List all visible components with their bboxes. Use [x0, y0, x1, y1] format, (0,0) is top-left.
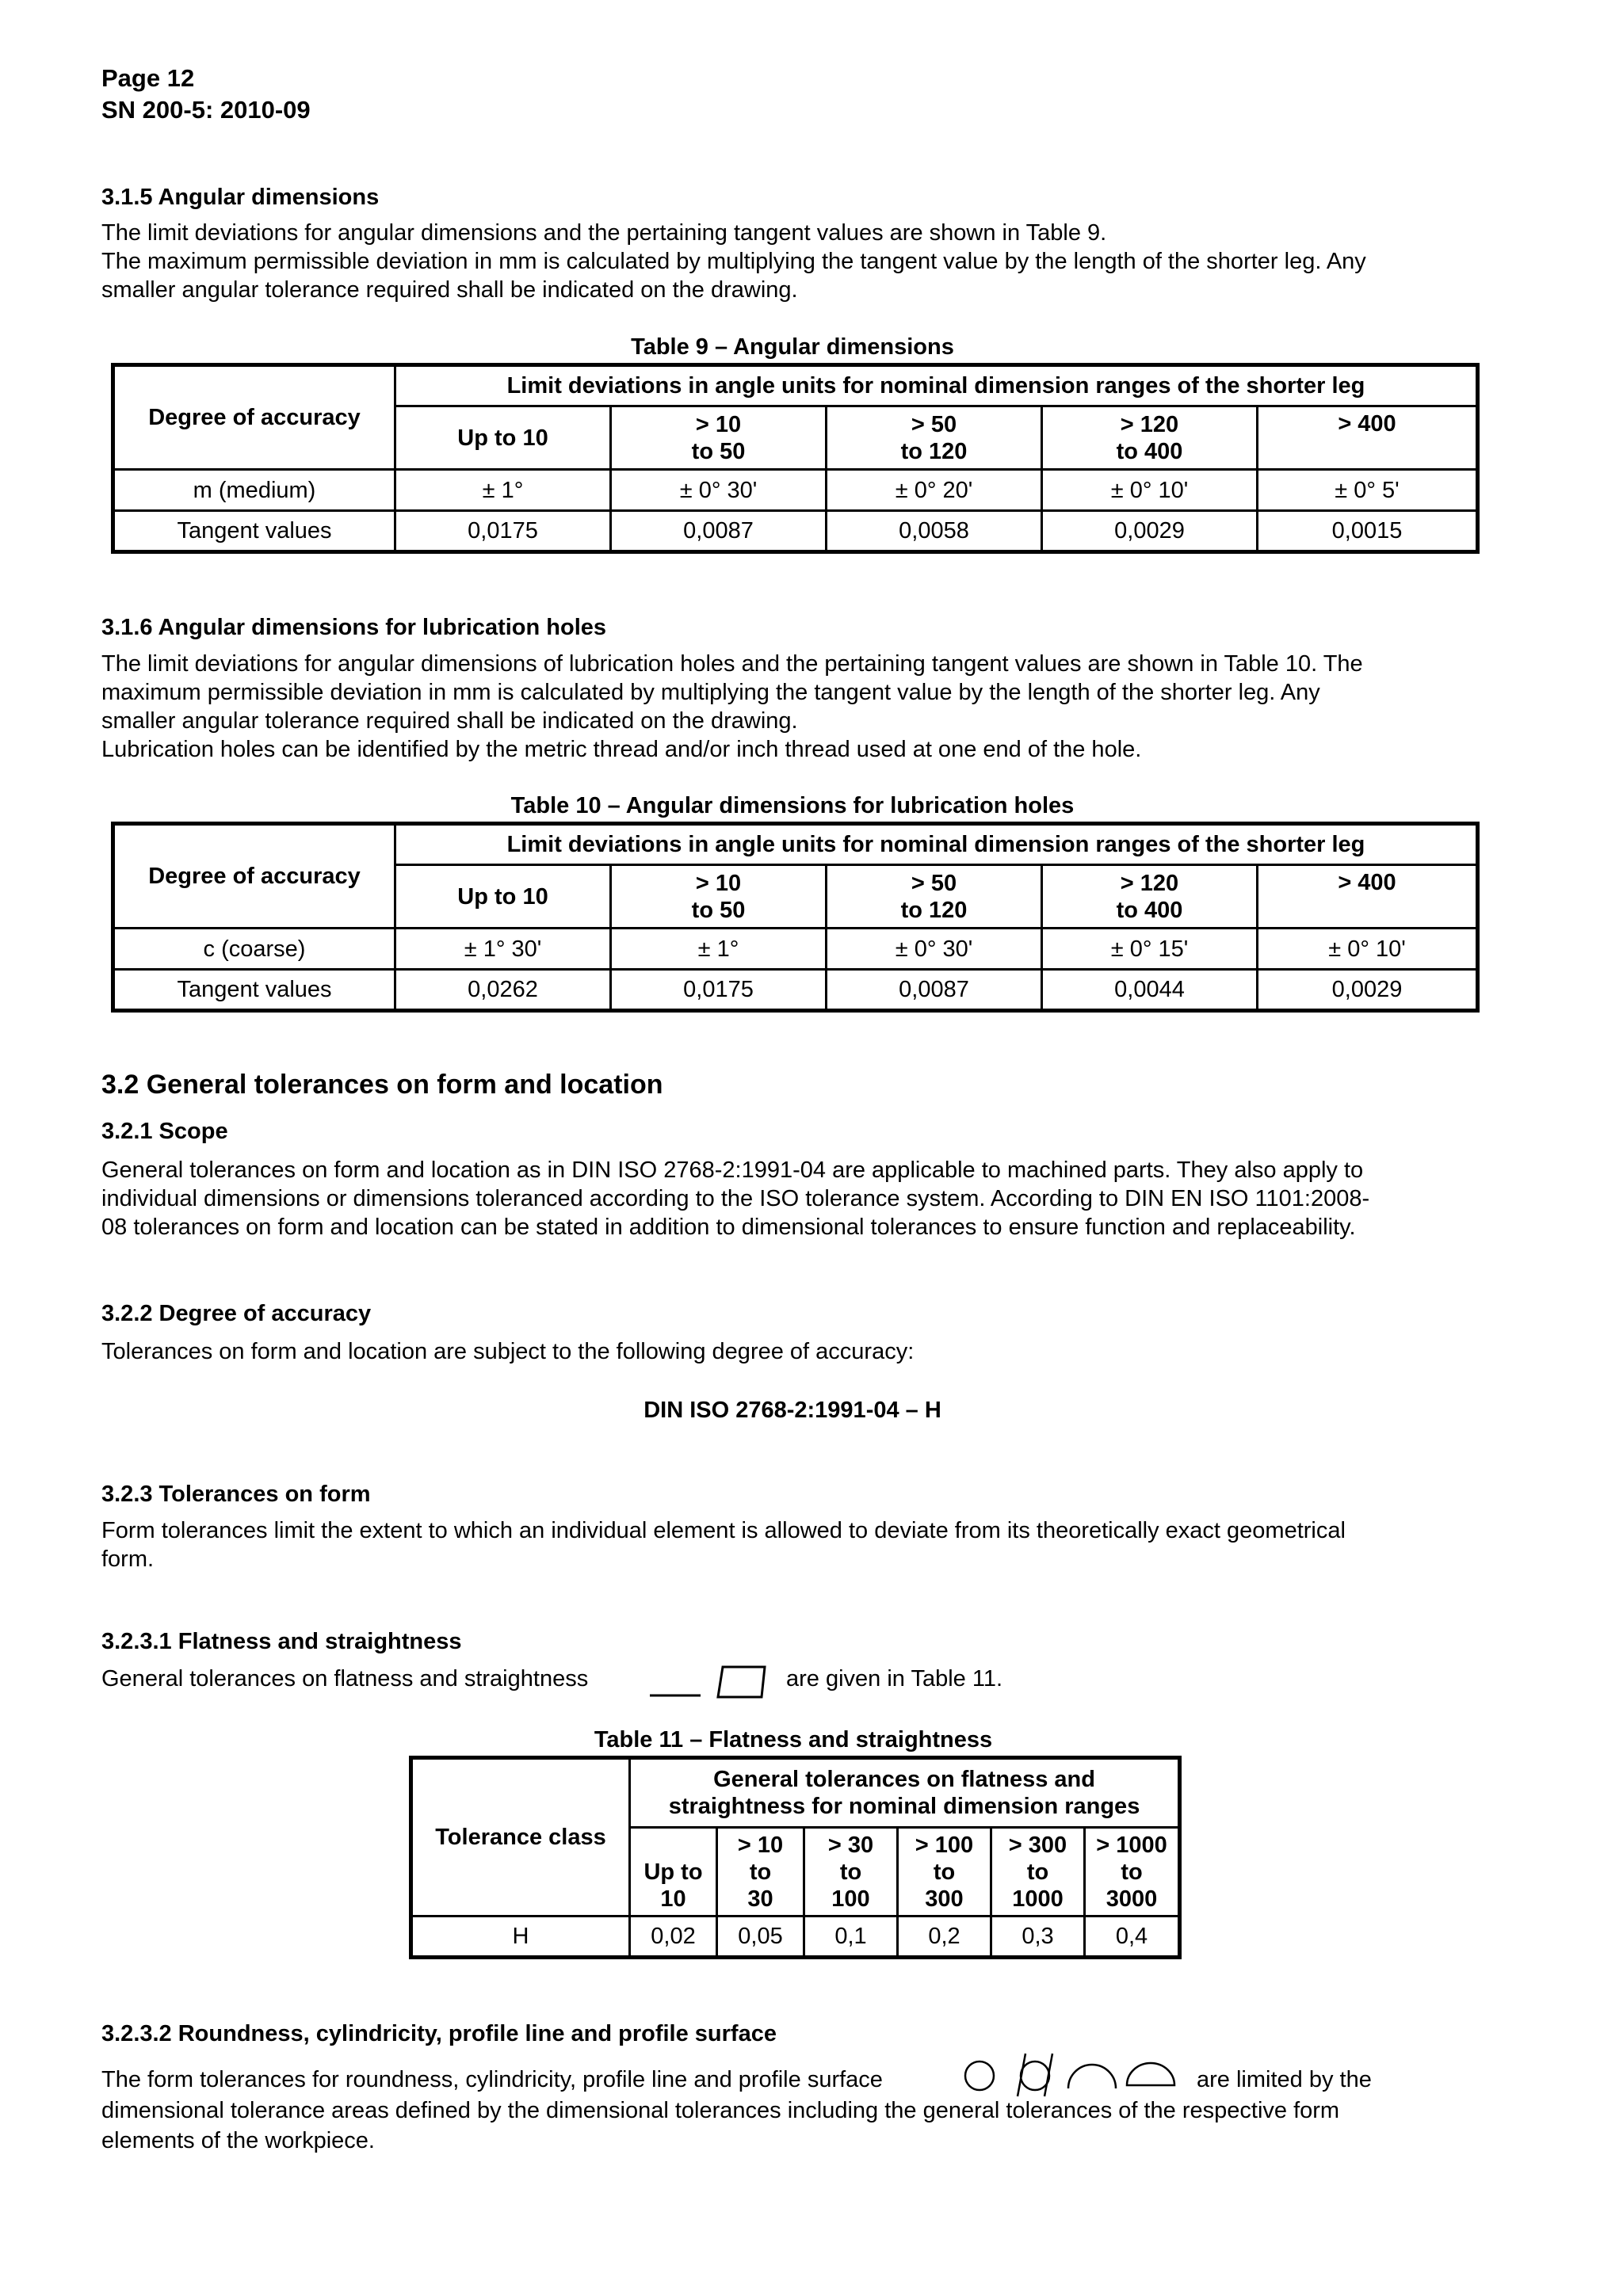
s3232-line-2: elements of the workpiece. [101, 2128, 375, 2153]
table-cell: 0,0087 [611, 511, 827, 552]
section-3-2-2-heading: 3.2.2 Degree of accuracy [101, 1301, 372, 1326]
s322-text: Tolerances on form and location are subject to the following degree of accuracy: [101, 1339, 915, 1364]
table-cell: 0,1 [804, 1917, 898, 1958]
table-cell: 0,05 [717, 1917, 804, 1958]
table-10-col-degree: Degree of accuracy [113, 824, 395, 929]
table-row [113, 929, 1478, 970]
s321-line-3: 08 tolerances on form and location can be stated in addition to dimensional tolerances to ensure function and replaceability. [101, 1215, 1356, 1240]
flatness-icon [718, 1667, 765, 1697]
table-cell: 0,0175 [395, 511, 611, 552]
table-cell: 0,0029 [1258, 970, 1478, 1011]
section-3-2-heading: 3.2 General tolerances on form and location [101, 1070, 663, 1100]
s3232-text-a: The form tolerances for roundness, cylindricity, profile line and profile surface [101, 2067, 883, 2092]
table-11-caption: Table 11 – Flatness and straightness [594, 1727, 993, 1753]
table-cell: 0,0015 [1258, 511, 1478, 552]
table-10-group-header: Limit deviations in angle units for nominal dimension ranges of the shorter leg [395, 824, 1478, 865]
section-3-2-1-heading: 3.2.1 Scope [101, 1119, 228, 1144]
table-cell: 0,0175 [611, 970, 827, 1011]
table-9-caption: Table 9 – Angular dimensions [631, 334, 954, 360]
table-cell: ± 1° 30' [395, 929, 611, 970]
s315-line-1: The limit deviations for angular dimensions and the pertaining tangent values are shown in Table 9. [101, 220, 1107, 246]
table-cell: ± 0° 30' [827, 929, 1042, 970]
s316-line-1: The limit deviations for angular dimensions of lubrication holes and the pertaining tangent values are shown in Table 10. The [101, 651, 1363, 677]
form-tolerance-icons [962, 2050, 1184, 2098]
table-cell: ± 0° 20' [827, 470, 1042, 511]
section-3-1-5-heading: 3.1.5 Angular dimensions [101, 185, 380, 210]
table-11-range-4: > 100 to 300 [898, 1828, 991, 1917]
table-cell: c (coarse) [113, 929, 395, 970]
table-cell: Tangent values [113, 511, 395, 552]
table-row [411, 1917, 1180, 1958]
table-cell: 0,4 [1085, 1917, 1180, 1958]
cylindricity-icon [1018, 2054, 1052, 2096]
table-9-group-header: Limit deviations in angle units for nominal dimension ranges of the shorter leg [395, 365, 1478, 406]
s315-line-2: The maximum permissible deviation in mm is calculated by multiplying the tangent value by the length of the shorter leg. Any [101, 249, 1366, 274]
s321-line-1: General tolerances on form and location as in DIN ISO 2768-2:1991-04 are applicable to machined parts. They also apply to [101, 1158, 1364, 1183]
section-3-1-6-heading: 3.1.6 Angular dimensions for lubrication holes [101, 615, 607, 640]
table-11-group-header: General tolerances on flatness and straightness for nominal dimension ranges [630, 1758, 1180, 1828]
s316-line-2: maximum permissible deviation in mm is calculated by multiplying the tangent value by the length of the shorter leg. Any [101, 680, 1320, 705]
table-cell: 0,0044 [1042, 970, 1258, 1011]
table-cell: ± 0° 5' [1258, 470, 1478, 511]
table-cell: Tangent values [113, 970, 395, 1011]
table-row [113, 470, 1478, 511]
table-row [113, 970, 1478, 1011]
table-cell: ± 0° 10' [1258, 929, 1478, 970]
table-row [113, 511, 1478, 552]
s323-line-2: form. [101, 1547, 155, 1572]
section-3-2-3-1-heading: 3.2.3.1 Flatness and straightness [101, 1629, 462, 1654]
table-11-range-2: > 10 to 30 [717, 1828, 804, 1917]
table-9 [111, 363, 1480, 554]
s3231-text-b: are given in Table 11. [786, 1666, 1003, 1691]
table-11-range-3: > 30 to 100 [804, 1828, 898, 1917]
table-9-range-1: Up to 10 [395, 406, 611, 470]
table-9-range-2: > 10 to 50 [611, 406, 827, 470]
table-11-range-5: > 300 to 1000 [991, 1828, 1085, 1917]
table-cell: ± 0° 15' [1042, 929, 1258, 970]
table-10 [111, 822, 1480, 1013]
page-number: Page 12 [101, 64, 195, 92]
flatness-straightness-icons [648, 1662, 767, 1702]
table-cell: ± 1° [611, 929, 827, 970]
table-cell: ± 1° [395, 470, 611, 511]
table-cell: 0,0087 [827, 970, 1042, 1011]
table-10-range-3: > 50 to 120 [827, 865, 1042, 929]
table-11-range-6: > 1000 to 3000 [1085, 1828, 1180, 1917]
table-10-range-1: Up to 10 [395, 865, 611, 929]
table-11-range-1: Up to 10 [630, 1828, 717, 1917]
table-9-range-5: > 400 [1258, 406, 1478, 470]
s316-line-4: Lubrication holes can be identified by the metric thread and/or inch thread used at one end of the hole. [101, 737, 1142, 762]
table-cell: 0,0058 [827, 511, 1042, 552]
table-9-col-degree: Degree of accuracy [113, 365, 395, 470]
s323-line-1: Form tolerances limit the extent to which an individual element is allowed to deviate from its theoretically exact geometrical [101, 1518, 1346, 1543]
table-10-range-4: > 120 to 400 [1042, 865, 1258, 929]
table-cell: H [411, 1917, 630, 1958]
s3232-line-1: dimensional tolerance areas defined by the dimensional tolerances including the general tolerances of the respective form [101, 2098, 1340, 2123]
accuracy-standard: DIN ISO 2768-2:1991-04 – H [643, 1398, 941, 1423]
table-cell: ± 0° 30' [611, 470, 827, 511]
table-9-range-4: > 120 to 400 [1042, 406, 1258, 470]
profile-surface-icon [1127, 2063, 1174, 2085]
table-10-range-5: > 400 [1258, 865, 1478, 929]
section-3-2-3-2-heading: 3.2.3.2 Roundness, cylindricity, profile line and profile surface [101, 2021, 777, 2046]
s315-line-3: smaller angular tolerance required shall be indicated on the drawing. [101, 277, 798, 303]
table-cell: 0,02 [630, 1917, 717, 1958]
roundness-icon [965, 2061, 994, 2090]
s316-line-3: smaller angular tolerance required shall be indicated on the drawing. [101, 708, 798, 734]
s321-line-2: individual dimensions or dimensions toleranced according to the ISO tolerance system. According to DIN EN ISO 1101:2008- [101, 1186, 1370, 1211]
table-10-range-2: > 10 to 50 [611, 865, 827, 929]
table-cell: 0,0029 [1042, 511, 1258, 552]
s3231-text-a: General tolerances on flatness and straightness [101, 1666, 589, 1691]
table-9-range-3: > 50 to 120 [827, 406, 1042, 470]
table-cell: 0,3 [991, 1917, 1085, 1958]
table-cell: 0,0262 [395, 970, 611, 1011]
table-cell: m (medium) [113, 470, 395, 511]
s3232-text-b: are limited by the [1197, 2067, 1372, 2092]
table-cell: 0,2 [898, 1917, 991, 1958]
profile-line-icon [1068, 2065, 1116, 2088]
table-10-caption: Table 10 – Angular dimensions for lubrication holes [510, 793, 1075, 818]
table-11-col-class: Tolerance class [411, 1758, 630, 1917]
table-cell: ± 0° 10' [1042, 470, 1258, 511]
section-3-2-3-heading: 3.2.3 Tolerances on form [101, 1482, 371, 1507]
table-11 [409, 1756, 1182, 1959]
document-id: SN 200-5: 2010-09 [101, 96, 311, 124]
